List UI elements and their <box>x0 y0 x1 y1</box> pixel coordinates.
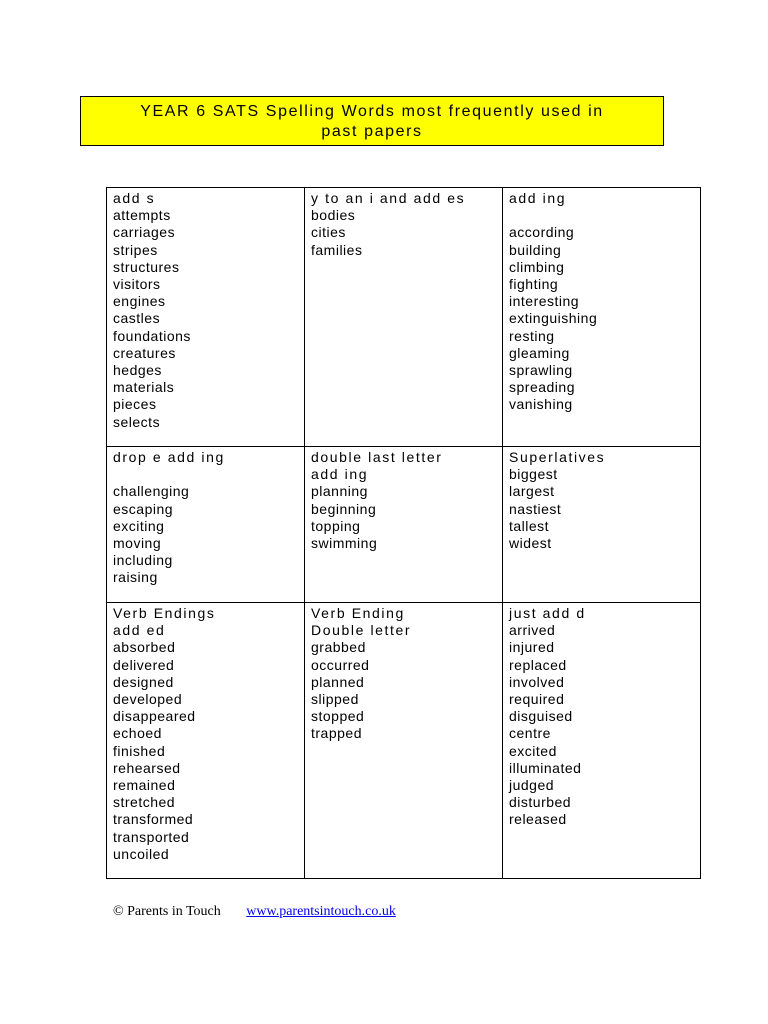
page-title <box>80 96 664 146</box>
spelling-word: occurred <box>311 656 370 673</box>
spelling-word: disappeared <box>113 708 196 725</box>
spelling-word: attempts <box>113 207 171 224</box>
spelling-word: carriages <box>113 224 176 241</box>
spelling-word: hedges <box>113 362 162 379</box>
spelling-word: remained <box>113 777 176 794</box>
spelling-word: stripes <box>113 241 158 258</box>
spelling-word: fighting <box>509 276 559 292</box>
spelling-word: foundations <box>113 327 191 344</box>
group-heading: just add d <box>509 605 586 621</box>
footer <box>113 904 396 920</box>
spelling-word: replaced <box>509 656 567 673</box>
spelling-words-table <box>106 187 701 879</box>
spelling-word: interesting <box>509 293 580 310</box>
spelling-word: disguised <box>509 708 573 725</box>
spelling-word: involved <box>509 673 565 690</box>
website-link[interactable]: www.parentsintouch.co.uk <box>246 904 396 919</box>
blank-line <box>509 207 694 224</box>
word-group-cell <box>503 188 701 447</box>
spelling-word: escaping <box>113 500 174 517</box>
spelling-word: disturbed <box>509 794 572 811</box>
spelling-word: castles <box>113 310 161 327</box>
spelling-word: pieces <box>113 396 157 413</box>
spelling-word: widest <box>509 535 552 552</box>
spelling-word: planned <box>311 673 365 690</box>
spelling-word: centre <box>509 725 551 742</box>
word-group-cell <box>107 188 305 447</box>
word-group-cell <box>503 603 701 879</box>
spelling-word: grabbed <box>311 639 366 656</box>
spelling-word: nastiest <box>509 500 562 517</box>
spelling-word: creatures <box>113 344 176 361</box>
spelling-word: gleaming <box>509 344 570 361</box>
spelling-word: sprawling <box>509 362 573 379</box>
spelling-word: climbing <box>509 258 565 275</box>
group-heading: drop e add ing <box>113 449 225 465</box>
spelling-word: transformed <box>113 811 194 828</box>
spelling-word: illuminated <box>509 759 582 776</box>
spelling-word: released <box>509 811 567 828</box>
spelling-word: materials <box>113 379 175 396</box>
spelling-word: transported <box>113 828 190 845</box>
spelling-word: slipped <box>311 691 359 708</box>
spelling-word: designed <box>113 673 174 690</box>
spelling-word: planning <box>311 483 368 500</box>
table-row <box>107 603 701 879</box>
spelling-word: echoed <box>113 725 162 742</box>
title-line-2: past papers <box>321 123 423 140</box>
spelling-word: structures <box>113 258 180 275</box>
spelling-word: moving <box>113 535 162 551</box>
spelling-word: uncoiled <box>113 845 170 862</box>
spelling-word: required <box>509 691 565 708</box>
word-group-cell <box>305 447 503 603</box>
table-row <box>107 188 701 447</box>
copyright-text: © Parents in Touch <box>113 904 221 919</box>
word-group-cell <box>305 603 503 879</box>
word-group-cell <box>503 447 701 603</box>
group-subheading: add ed <box>113 622 166 639</box>
spelling-word: including <box>113 552 173 569</box>
spelling-word: families <box>311 241 363 258</box>
group-subheading: Double letter <box>311 622 412 639</box>
spelling-word: engines <box>113 293 166 310</box>
spelling-word: arrived <box>509 622 556 639</box>
group-heading: add ing <box>509 190 567 206</box>
blank-line <box>113 466 298 483</box>
spelling-word: stopped <box>311 708 365 725</box>
spelling-word: topping <box>311 517 361 534</box>
spelling-word: raising <box>113 569 158 586</box>
group-heading: Superlatives <box>509 449 606 465</box>
spelling-word: cities <box>311 224 346 241</box>
title-line-1: YEAR 6 SATS Spelling Words most frequently used in <box>140 103 604 120</box>
group-subheading: add ing <box>311 466 369 483</box>
spelling-word: tallest <box>509 517 550 534</box>
word-group-cell <box>305 188 503 447</box>
spelling-word: judged <box>509 777 555 794</box>
spelling-word: according <box>509 224 575 241</box>
spelling-word: building <box>509 241 562 258</box>
spelling-word: selects <box>113 413 161 430</box>
table-row <box>107 447 701 603</box>
spelling-word: stretched <box>113 794 176 811</box>
spelling-word: absorbed <box>113 639 176 656</box>
group-heading: Verb Endings <box>113 605 216 621</box>
spelling-word: bodies <box>311 207 356 224</box>
spelling-word: visitors <box>113 276 161 293</box>
spelling-word: spreading <box>509 379 575 396</box>
spelling-word: challenging <box>113 483 190 500</box>
spelling-word: largest <box>509 483 555 500</box>
group-heading: double last letter <box>311 449 443 465</box>
spelling-word: swimming <box>311 535 378 552</box>
spelling-word: exciting <box>113 517 165 534</box>
spelling-word: biggest <box>509 466 558 483</box>
word-group-cell <box>107 603 305 879</box>
spelling-word: developed <box>113 691 183 708</box>
spelling-word: extinguishing <box>509 310 598 327</box>
word-group-cell <box>107 447 305 603</box>
group-heading: y to an i and add es <box>311 190 466 206</box>
group-heading: Verb Ending <box>311 605 405 621</box>
spelling-word: excited <box>509 742 557 759</box>
spelling-word: trapped <box>311 725 362 742</box>
spelling-word: vanishing <box>509 396 573 413</box>
spelling-word: rehearsed <box>113 759 181 776</box>
group-heading: add s <box>113 190 156 206</box>
spelling-word: delivered <box>113 656 175 673</box>
spelling-word: finished <box>113 742 166 759</box>
spelling-word: beginning <box>311 500 377 517</box>
spelling-word: injured <box>509 639 555 656</box>
spelling-word: resting <box>509 327 555 344</box>
